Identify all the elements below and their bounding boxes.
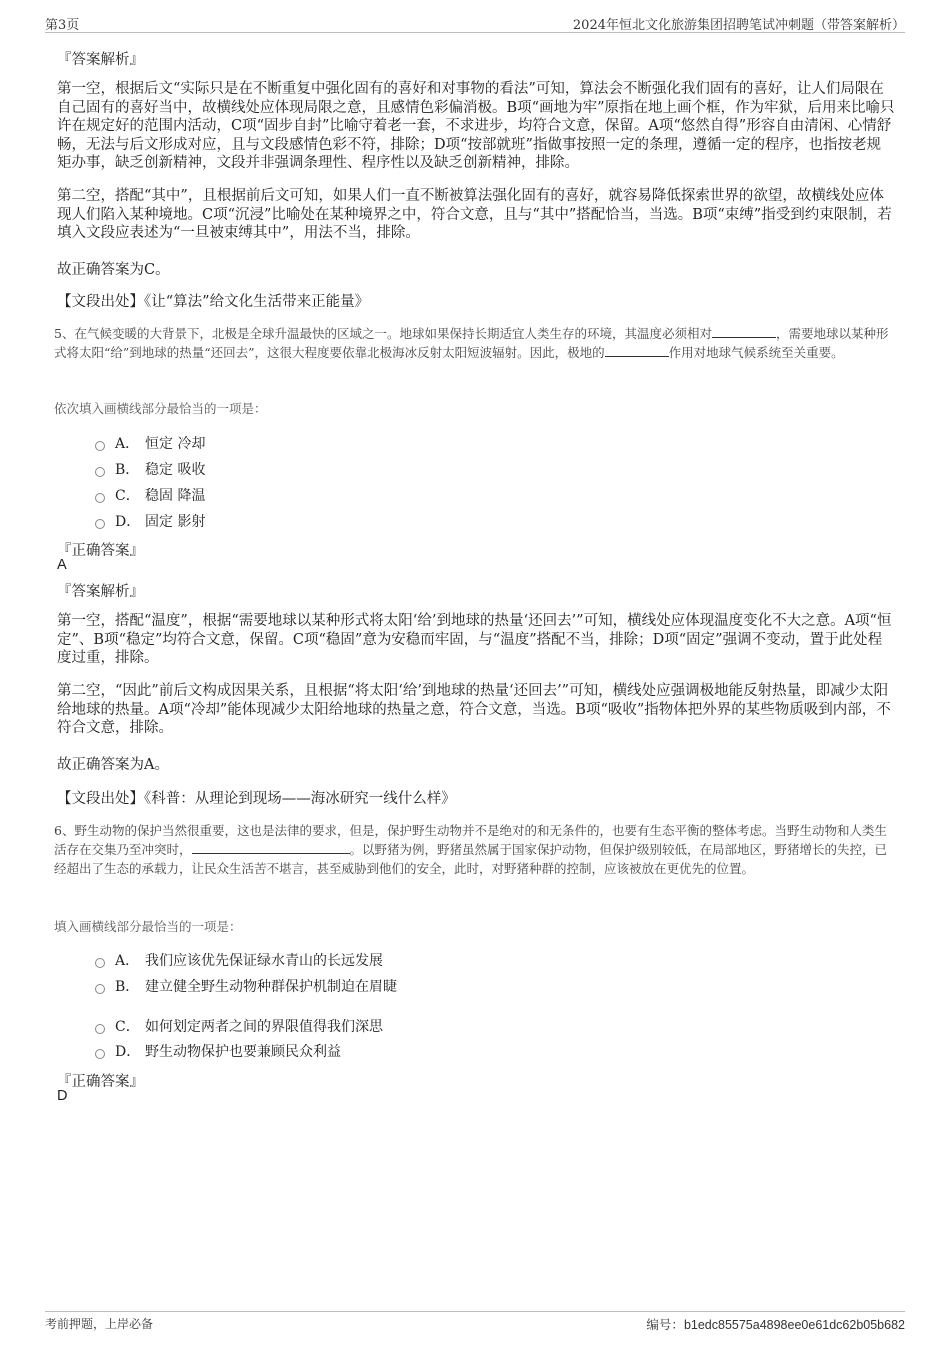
- q6-option-b[interactable]: B． 建立健全野生动物种群保护机制迫在眉睫: [95, 976, 397, 996]
- q4-analysis-p2: 第二空，搭配“其中”，且根据前后文可知，如果人们一直不断被算法强化固有的喜好，就容易降低探索世界的欲望，故横线处应体现人们陷入某种境地。C项“沉浸”比喻处在某种境界之中，符合文意，且与“其中”搭配恰当，当选。B项“束缚”指受到约束限制，若填入文段应表述为“一旦被束缚其中”，用法不当，排除。: [57, 188, 892, 241]
- q6-stem: 6、野生动物的保护当然很重要，这也是法律的要求，但是，保护野生动物并不是绝对的和无条件的，也要有生态平衡的整体考虑。当野生动物和人类生活存在交集乃至冲突时， 。以野猪为例，野猪虽然属于国家保护动物，但保护级别较低，在局部地区，野猪增长的失控，已经超出了生态的承载力，让民众生活苦不堪言，甚至威胁到他们的安全，此时，对野猪种群的控制，应该被放在更优先的位置。: [54, 823, 888, 876]
- q5-stem: 5、在气候变暖的大背景下，北极是全球升温最快的区域之一。地球如果保持长期适宜人类生存的环境，其温度必须相对 ，需要地球以某种形式将太阳“给”到地球的热量“还回去”，这很大程度要依靠北极海冰反射太阳短波辐射。因此，极地的 作用对地球气候系统至关重要。: [54, 326, 889, 360]
- q5-prompt: 依次填入画横线部分最恰当的一项是：: [54, 401, 267, 416]
- q5-analysis-p2: 第二空，“因此”前后文构成因果关系，且根据“将太阳‘给’到地球的热量‘还回去’”可知，横线处应强调极地能反射热量，即减少太阳给地球的热量。A项“冷却”能体现减少太阳给地球的热量之意，符合文意，当选。B项“吸收”指物体把外界的某些物质吸到内部，不符合文意，排除。: [57, 683, 891, 736]
- correct-answer-label: 『正确答案』: [57, 1074, 144, 1090]
- radio-button[interactable]: [95, 467, 105, 477]
- radio-button[interactable]: [95, 1024, 105, 1034]
- q5-analysis-p1: 第一空，搭配“温度”，根据“需要地球以某种形式将太阳‘给’到地球的热量‘还回去’”可知，横线处应体现温度变化不大之意。A项“恒定”、B项“稳定”均符合文意，保留。C项“稳固”意为安稳而牢固，与“温度”搭配不当，排除；D项“固定”强调不变动，置于此处程度过重，排除。: [57, 613, 892, 666]
- q5-option-a[interactable]: A． 恒定 冷却: [95, 433, 205, 453]
- q6-option-d[interactable]: D． 野生动物保护也要兼顾民众利益: [95, 1041, 341, 1061]
- radio-button[interactable]: [95, 958, 105, 968]
- q5-source: [57, 787, 456, 808]
- radio-button[interactable]: [95, 1049, 105, 1059]
- source-title: 《让“算法”给文化生活带来正能量》: [144, 294, 370, 310]
- page-footer: [45, 1311, 905, 1335]
- q6-option-a[interactable]: A． 我们应该优先保证绿水青山的长远发展: [95, 950, 383, 970]
- q6-prompt: 填入画横线部分最恰当的一项是：: [54, 919, 242, 934]
- radio-button[interactable]: [95, 441, 105, 451]
- q4-conclusion: 故正确答案为C。: [57, 262, 170, 278]
- q6-number: 6、: [54, 823, 75, 838]
- q5-option-b[interactable]: B． 稳定 吸收: [95, 459, 205, 479]
- q5-number: 5、: [54, 326, 75, 341]
- page-number: 第3页: [45, 18, 80, 33]
- analysis-label: 『答案解析』: [57, 52, 144, 68]
- q5-answer: A: [57, 557, 67, 573]
- q4-source: [57, 290, 369, 311]
- page-header: [45, 12, 905, 33]
- source-label: 【文段出处】: [57, 791, 144, 807]
- radio-button[interactable]: [95, 519, 105, 529]
- q5-option-d[interactable]: D． 固定 影射: [95, 511, 205, 531]
- q5-option-c[interactable]: C． 稳固 降温: [95, 485, 205, 505]
- source-label: 【文段出处】: [57, 294, 144, 310]
- blank-line: [712, 325, 776, 338]
- radio-button[interactable]: [95, 984, 105, 994]
- blank-line: [605, 344, 669, 357]
- document-title: 2024年恒北文化旅游集团招聘笔试冲刺题（带答案解析）: [572, 18, 905, 33]
- analysis-label: 『答案解析』: [57, 584, 144, 600]
- q6-answer: D: [57, 1088, 68, 1104]
- source-title: 《科普：从理论到现场——海冰研究一线什么样》: [144, 791, 456, 807]
- blank-line: [192, 841, 350, 854]
- footer-slogan: 考前押题，上岸必备: [45, 1317, 154, 1331]
- document-code: 编号：b1edc85575a4898ee0e61dc62b05b682: [646, 1318, 905, 1332]
- q4-analysis-p1: 第一空，根据后文“实际只是在不断重复中强化固有的喜好和对事物的看法”可知，算法会不断强化我们固有的喜好，让人们局限在自己固有的喜好当中，故横线处应体现局限之意，且感情色彩偏消极。B项“画地为牢”原指在地上画个框，作为牢狱，后用来比喻只许在规定好的范围内活动，C项“固步自封”比喻守着老一套，不求进步，均符合文意，保留。A项“悠然自得”形容自由清闲、心情舒畅，无法与后文形成对应，且与文段感情色彩不符，排除；D项“按部就班”指做事按照一定的条理，遵循一定的程序，也指按老规矩办事，缺乏创新精神，文段并非强调条理性、程序性以及缺乏创新精神，排除。: [57, 81, 895, 171]
- radio-button[interactable]: [95, 493, 105, 503]
- q5-conclusion: 故正确答案为A。: [57, 757, 169, 773]
- q6-option-c[interactable]: C． 如何划定两者之间的界限值得我们深思: [95, 1016, 383, 1036]
- correct-answer-label: 『正确答案』: [57, 543, 144, 559]
